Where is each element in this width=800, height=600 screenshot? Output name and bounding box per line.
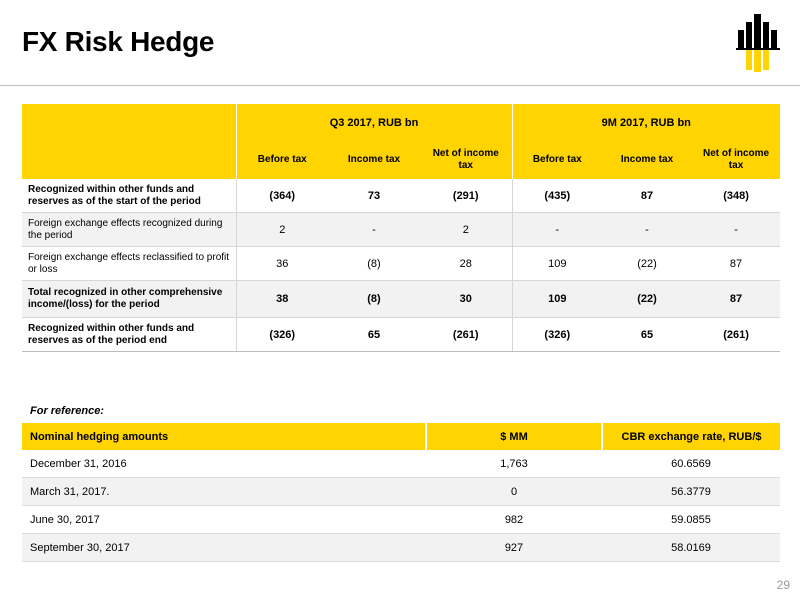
- table-cell: (348): [692, 179, 780, 213]
- table-cell: 59.0855: [602, 506, 780, 534]
- row-label: Foreign exchange effects reclassified to profit or loss: [22, 247, 236, 281]
- table-row: [22, 247, 780, 281]
- reference-label: For reference:: [30, 405, 104, 417]
- table-cell: (326): [236, 318, 328, 352]
- table-cell: 65: [602, 318, 692, 352]
- column-header: Before tax: [236, 141, 328, 179]
- table-cell: (22): [602, 281, 692, 318]
- table-cell: 65: [328, 318, 420, 352]
- table-row: [22, 179, 780, 213]
- table-row: [22, 534, 780, 562]
- table-cell: 2: [420, 213, 512, 247]
- fx-hedge-table: [22, 104, 780, 352]
- table-row: [22, 213, 780, 247]
- column-header: Net of income tax: [420, 141, 512, 179]
- table-cell: 73: [328, 179, 420, 213]
- table-cell: March 31, 2017.: [22, 478, 426, 506]
- table-cell: 60.6569: [602, 450, 780, 478]
- table-cell: (291): [420, 179, 512, 213]
- table-cell: 87: [692, 281, 780, 318]
- table-cell: 87: [692, 247, 780, 281]
- row-label-header: [22, 104, 236, 179]
- table-row: [22, 478, 780, 506]
- period-header-q3: Q3 2017, RUB bn: [236, 104, 512, 141]
- period-header-row: [22, 104, 780, 141]
- table-cell: 1,763: [426, 450, 602, 478]
- table-cell: -: [328, 213, 420, 247]
- table-cell: -: [512, 213, 602, 247]
- column-header: $ MM: [426, 423, 602, 450]
- table-cell: 28: [420, 247, 512, 281]
- table-cell: -: [602, 213, 692, 247]
- table-row: [22, 281, 780, 318]
- table-cell: June 30, 2017: [22, 506, 426, 534]
- column-header: Before tax: [512, 141, 602, 179]
- table-cell: 982: [426, 506, 602, 534]
- table-cell: 109: [512, 247, 602, 281]
- table-cell: -: [692, 213, 780, 247]
- table-cell: (22): [602, 247, 692, 281]
- page-number: 29: [776, 578, 790, 592]
- row-label: Recognized within other funds and reserves as of the period end: [22, 318, 236, 352]
- period-header-9m: 9M 2017, RUB bn: [512, 104, 780, 141]
- table-cell: (435): [512, 179, 602, 213]
- table-cell: (326): [512, 318, 602, 352]
- table-cell: (364): [236, 179, 328, 213]
- table-cell: (261): [692, 318, 780, 352]
- table-cell: 87: [602, 179, 692, 213]
- table-cell: 38: [236, 281, 328, 318]
- table-row: [22, 506, 780, 534]
- table-cell: December 31, 2016: [22, 450, 426, 478]
- table-cell: 56.3779: [602, 478, 780, 506]
- column-header: Net of income tax: [692, 141, 780, 179]
- column-header: Income tax: [602, 141, 692, 179]
- table-cell: 0: [426, 478, 602, 506]
- row-label: Foreign exchange effects recognized during the period: [22, 213, 236, 247]
- table-cell: 58.0169: [602, 534, 780, 562]
- table-cell: September 30, 2017: [22, 534, 426, 562]
- table-cell: (8): [328, 247, 420, 281]
- row-label: Total recognized in other comprehensive income/(loss) for the period: [22, 281, 236, 318]
- table-cell: 2: [236, 213, 328, 247]
- table-cell: (261): [420, 318, 512, 352]
- column-header: Nominal hedging amounts: [22, 423, 426, 450]
- column-header: Income tax: [328, 141, 420, 179]
- table-cell: 109: [512, 281, 602, 318]
- table-cell: 30: [420, 281, 512, 318]
- table-row: [22, 318, 780, 352]
- reference-header-row: [22, 423, 780, 450]
- page-title: FX Risk Hedge: [22, 26, 215, 57]
- table-cell: 927: [426, 534, 602, 562]
- header-divider: [0, 85, 800, 86]
- company-logo: [736, 10, 780, 72]
- column-header: CBR exchange rate, RUB/$: [602, 423, 780, 450]
- reference-table: [22, 423, 780, 562]
- row-label: Recognized within other funds and reserves as of the start of the period: [22, 179, 236, 213]
- table-cell: 36: [236, 247, 328, 281]
- table-cell: (8): [328, 281, 420, 318]
- table-row: [22, 450, 780, 478]
